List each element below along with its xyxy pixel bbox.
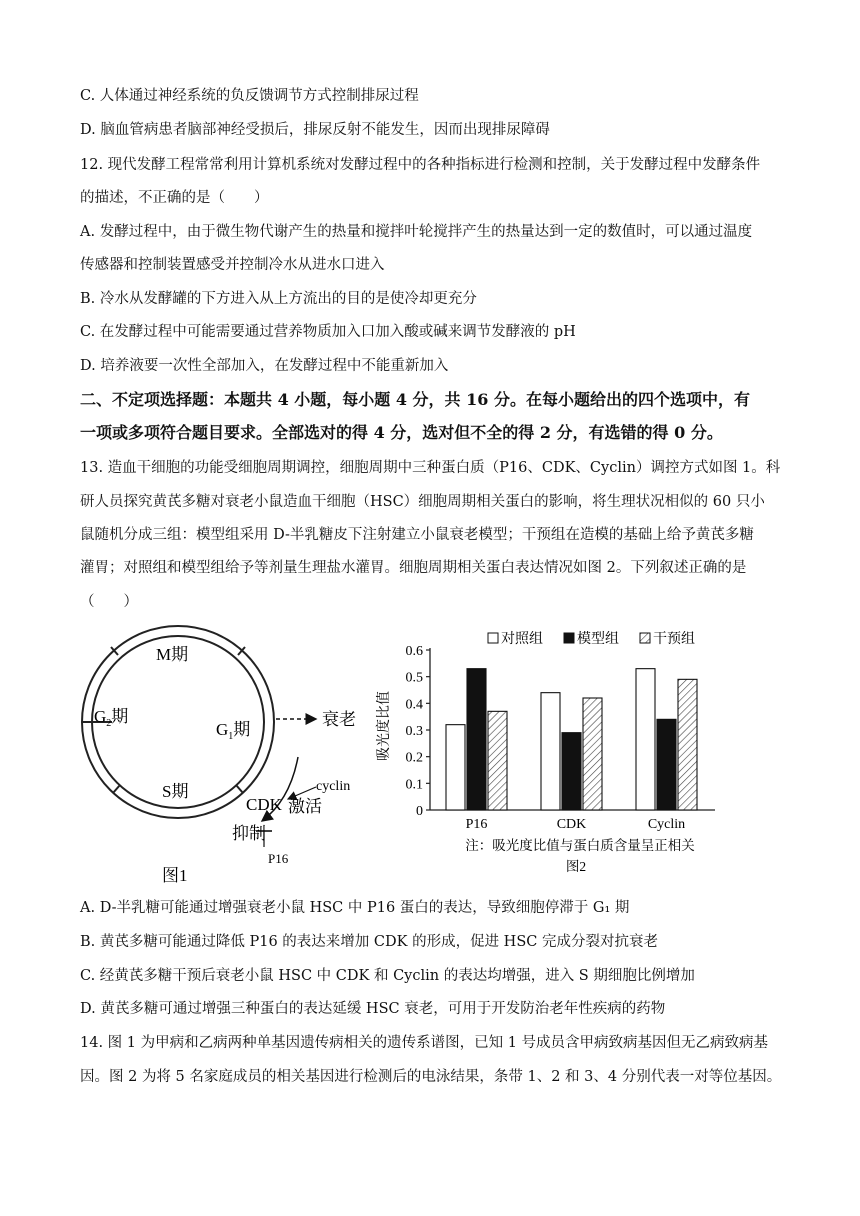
cyclin-label: cyclin xyxy=(316,779,351,794)
question-12-stem: 12. 现代发酵工程常常利用计算机系统对发酵过程中的各种指标进行检测和控制，关于发酵过程中发酵条件 xyxy=(80,157,761,173)
bar-cdk-2 xyxy=(562,733,581,810)
y-tick-label: 0 xyxy=(416,804,423,819)
phase-m-label: M期 xyxy=(156,645,189,664)
phase-s-label: S期 xyxy=(162,782,189,801)
p16-label: P16 xyxy=(268,851,289,866)
option-a: A. D-半乳糖可能通过增强衰老小鼠 HSC 中 P16 蛋白的表达，导致细胞停滞于 G₁ 期 xyxy=(80,900,630,916)
inhibit-label: 抑制 xyxy=(232,824,266,843)
legend-swatch xyxy=(564,633,574,643)
section-heading: 一项或多项符合题目要求。全部选对的得 4 分，选对但不全的得 2 分，有选错的得 0 分。 xyxy=(80,423,723,442)
y-tick-label: 0.3 xyxy=(405,724,423,739)
question-13-stem: 灌胃；对照组和模型组给予等剂量生理盐水灌胃。细胞周期相关蛋白表达情况如图 2。下列叙述正确的是 xyxy=(80,560,747,576)
phase-g1-label: $G_1$期 xyxy=(216,720,251,742)
figure-2-bar-chart xyxy=(370,628,730,878)
legend-label: 模型组 xyxy=(577,632,619,647)
section-heading: 二、不定项选择题：本题共 4 小题，每小题 4 分，共 16 分。在每小题给出的四个选项中，有 xyxy=(80,390,750,409)
option-d: D. 黄芪多糖可通过增强三种蛋白的表达延缓 HSC 衰老，可用于开发防治老年性疾病的药物 xyxy=(80,1001,666,1017)
x-tick-label: Cyclin xyxy=(647,817,686,832)
legend-label: 干预组 xyxy=(653,632,695,647)
legend-swatch xyxy=(488,633,498,643)
option-b: B. 冷水从发酵罐的下方进入从上方流出的目的是使冷却更充分 xyxy=(80,291,477,307)
activate-label: 激活 xyxy=(288,797,322,816)
bar-cyclin-1 xyxy=(636,669,655,810)
bar-cyclin-3 xyxy=(678,679,697,810)
y-tick-label: 0.5 xyxy=(405,670,423,686)
x-tick-label: P16 xyxy=(465,817,488,832)
question-13-stem: 鼠随机分成三组：模型组采用 D-半乳糖皮下注射建立小鼠衰老模型；干预组在造模的基础上给予黄芪多糖 xyxy=(80,527,754,543)
chart-note: 注：吸光度比值与蛋白质含量呈正相关 xyxy=(465,838,695,853)
question-12-stem: 的描述，不正确的是（ ） xyxy=(80,190,269,206)
x-axis-labels xyxy=(466,817,686,832)
figure-1-caption: 图1 xyxy=(162,866,188,885)
y-tick-label: 0.1 xyxy=(405,777,423,793)
bar-p16-1 xyxy=(446,725,465,810)
option-c: C. 经黄芪多糖干预后衰老小鼠 HSC 中 CDK 和 Cyclin 的表达均增强，进入 S 期细胞比例增加 xyxy=(80,968,695,984)
phase-g2-label: $G_2$期 xyxy=(94,707,129,729)
y-tick-label: 0.4 xyxy=(405,697,423,713)
bar-p16-3 xyxy=(488,711,507,810)
option-d: D. 培养液要一次性全部加入，在发酵过程中不能重新加入 xyxy=(80,358,449,374)
question-13-stem: （ ） xyxy=(80,594,138,610)
cdk-label: CDK xyxy=(246,795,282,814)
bar-p16-2 xyxy=(467,669,486,810)
text-line: C. 人体通过神经系统的负反馈调节方式控制排尿过程 xyxy=(80,88,419,104)
bar-group xyxy=(446,669,697,810)
bar-cdk-1 xyxy=(541,693,560,810)
option-c: C. 在发酵过程中可能需要通过营养物质加入口加入酸或碱来调节发酵液的 pH xyxy=(80,324,576,340)
figure-1-cell-cycle xyxy=(70,625,370,890)
legend-swatch xyxy=(640,633,650,643)
text-line: D. 脑血管病患者脑部神经受损后，排尿反射不能发生，因而出现排尿障碍 xyxy=(80,122,550,138)
option-b: B. 黄芪多糖可能通过降低 P16 的表达来增加 CDK 的形成，促进 HSC 完成分裂对抗衰老 xyxy=(80,934,658,950)
figure-2-caption: 图2 xyxy=(565,859,587,874)
question-14-stem: 因。图 2 为将 5 名家庭成员的相关基因进行检测后的电泳结果，条带 1、2 和 3、4 分别代表一对等位基因。 xyxy=(80,1069,782,1085)
x-tick-label: CDK xyxy=(556,817,587,832)
senescence-label: 衰老 xyxy=(322,710,356,729)
bar-cdk-3 xyxy=(583,698,602,810)
option-a: 传感器和控制装置感受并控制冷水从进水口进入 xyxy=(80,257,385,273)
y-tick-label: 0.6 xyxy=(405,644,423,659)
question-13-stem: 研人员探究黄芪多糖对衰老小鼠造血干细胞（HSC）细胞周期相关蛋白的影响，将生理状况相似的 60 只小 xyxy=(80,494,765,510)
question-13-stem: 13. 造血干细胞的功能受细胞周期调控，细胞周期中三种蛋白质（P16、CDK、Cyclin）调控方式如图 1。科 xyxy=(80,460,781,476)
y-axis-label: 吸光度比值 xyxy=(377,691,392,761)
chart-legend xyxy=(488,630,695,647)
option-a: A. 发酵过程中，由于微生物代谢产生的热量和搅拌叶轮搅拌产生的热量达到一定的数值时，可以通过温度 xyxy=(80,224,753,240)
bar-cyclin-2 xyxy=(657,719,676,810)
y-tick-label: 0.2 xyxy=(405,750,423,766)
question-14-stem: 14. 图 1 为甲病和乙病两种单基因遗传病相关的遗传系谱图，已知 1 号成员含甲病致病基因但无乙病致病基 xyxy=(80,1035,769,1051)
legend-label: 对照组 xyxy=(501,632,543,647)
